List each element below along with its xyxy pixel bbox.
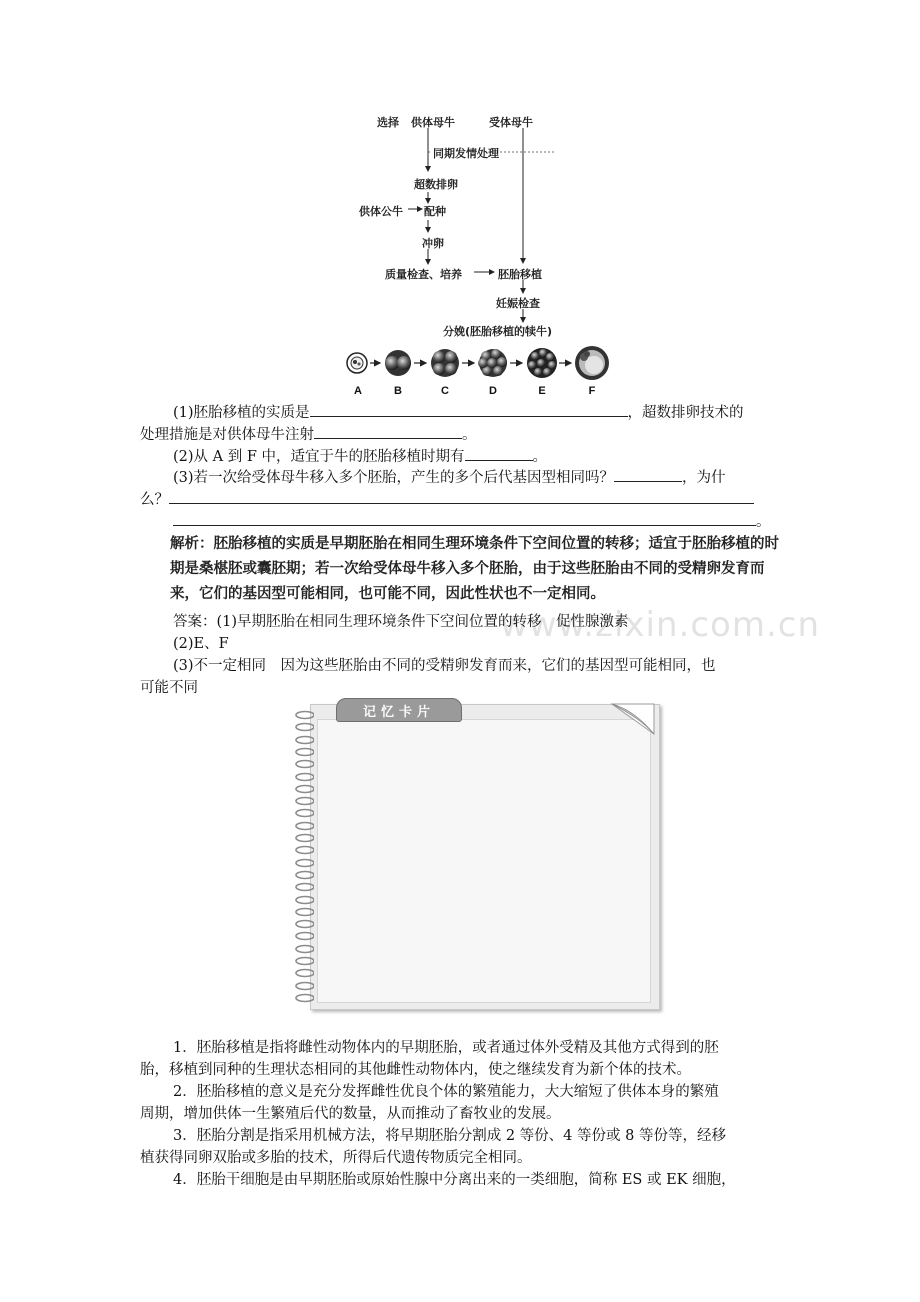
flush-eggs-label: 冲卵 <box>422 237 444 250</box>
q3-text-c: 么？ <box>140 492 169 508</box>
spiral-ring-icon <box>294 882 314 892</box>
point-3-line-1: 3．胚胎分割是指采用机械方法，将早期胚胎分割成 2 等份、4 等份或 8 等份等，经移 <box>173 1128 726 1144</box>
spiral-ring-icon <box>294 845 314 855</box>
spiral-ring-icon <box>294 956 314 966</box>
memory-card-tab <box>336 698 462 722</box>
memory-card <box>292 696 664 1014</box>
spiral-ring-icon <box>294 772 314 782</box>
answer-3-line-1: (3)不一定相同 因为这些胚胎由不同的受精卵发育而来，它们的基因型可能相同，也 <box>173 658 716 674</box>
spiral-ring-icon <box>294 944 314 954</box>
q3-text-b: ，为什 <box>682 470 726 486</box>
donor-bull-label: 供体公牛 <box>359 205 403 218</box>
q1-text-c: 处理措施是对供体母牛注射 <box>140 427 314 443</box>
memory-card-body <box>310 704 660 1010</box>
question-2 <box>173 446 547 468</box>
q2-text-b: 。 <box>532 449 548 465</box>
q1-blank-1 <box>310 402 628 417</box>
memory-card-title: 记忆卡片 <box>362 705 435 720</box>
spiral-ring-icon <box>294 784 314 794</box>
q3-blank-2 <box>169 489 754 504</box>
stage-d-eight-cell <box>478 349 507 377</box>
spiral-ring-icon <box>294 747 314 757</box>
stage-c-four-cell <box>431 349 459 377</box>
stage-label-b: B <box>394 385 402 397</box>
stage-label-e: E <box>538 385 546 397</box>
analysis-paragraph: 解析：胚胎移植的实质是早期胚胎在相同生理环境条件下空间位置的转移；适宜于胚胎移植的时期是桑椹胚或囊胚期；若一次给受体母牛移入多个胚胎，由于这些胚胎由不同的受精卵发育而来，它们的基因型可能相同，也可能不同，因此性状也不一定相同。 <box>170 536 779 602</box>
spiral-ring-icon <box>294 821 314 831</box>
question-1-line-1 <box>173 402 744 424</box>
question-3-line-1 <box>173 467 726 489</box>
stage-a-zygote <box>347 353 367 373</box>
stage-label-c: C <box>441 385 449 397</box>
answer-3-line-2: 可能不同 <box>140 680 198 696</box>
superovulation-label: 超数排卵 <box>414 178 458 191</box>
point-4-line-1: 4．胚胎干细胞是由早期胚胎或原始性腺中分离出来的一类细胞，简称 ES 或 EK 细胞， <box>173 1172 736 1188</box>
stage-b-two-cell <box>385 350 411 376</box>
sync-estrus-label: 同期发情处理 <box>433 147 499 160</box>
flow-arrows <box>340 108 620 348</box>
spiral-ring-icon <box>294 710 314 720</box>
stage-label-d: D <box>489 385 497 397</box>
question-3-line-2 <box>140 489 754 511</box>
q3-blank-1 <box>614 467 682 482</box>
spiral-ring-icon <box>294 858 314 868</box>
q1-text-d: 。 <box>462 427 477 443</box>
spiral-ring-icon <box>294 895 314 905</box>
spiral-ring-icon <box>294 796 314 806</box>
point-1-line-2: 胎，移植到同种的生理状态相同的其他雌性动物体内，使之继续发育为新个体的技术。 <box>140 1062 691 1078</box>
watermark: www.zixin.com.cn <box>500 605 820 645</box>
question-1-line-2 <box>140 424 477 446</box>
spiral-ring-icon <box>294 735 314 745</box>
question-3-line-3 <box>173 511 771 533</box>
recipient-cow-label: 受体母牛 <box>489 116 533 129</box>
spiral-ring-icon <box>294 907 314 917</box>
point-2-line-1: 2．胚胎移植的意义是充分发挥雌性优良个体的繁殖能力，大大缩短了供体本身的繁殖 <box>173 1084 719 1100</box>
spiral-ring-icon <box>294 808 314 818</box>
spiral-ring-icon <box>294 759 314 769</box>
spiral-ring-icon <box>294 993 314 1003</box>
q1-text-b: ，超数排卵技术的 <box>627 405 744 421</box>
spiral-ring-icon <box>294 931 314 941</box>
q1-blank-2 <box>314 424 462 439</box>
q3-text-a: (3)若一次给受体母牛移入多个胚胎，产生的多个后代基因型相同吗？ <box>173 470 615 486</box>
q3-text-d: 。 <box>756 514 771 530</box>
pregnancy-check-label: 妊娠检查 <box>496 297 540 310</box>
page-curl-icon <box>604 696 664 738</box>
q2-text-a: (2)从 A 到 F 中，适宜于牛的胚胎移植时期有 <box>173 449 465 465</box>
q2-blank <box>465 446 533 461</box>
answer-1: 答案：(1)早期胚胎在相同生理环境条件下空间位置的转移 促性腺激素 <box>173 614 629 630</box>
delivery-label: 分娩(胚胎移植的犊牛) <box>443 325 553 338</box>
quality-check-label: 质量检查、培养 <box>385 268 462 281</box>
answer-2: (2)E、F <box>173 636 229 652</box>
spiral-ring-icon <box>294 981 314 991</box>
select-label: 选择 <box>377 116 399 129</box>
point-2-line-2: 周期，增加供体一生繁殖后代的数量，从而推动了畜牧业的发展。 <box>140 1106 561 1122</box>
q3-blank-3 <box>173 511 756 526</box>
spiral-ring-icon <box>294 919 314 929</box>
stage-f-blastocyst <box>575 346 609 380</box>
spiral-ring-icon <box>294 833 314 843</box>
mating-label: 配种 <box>424 205 446 218</box>
stage-label-a: A <box>354 385 362 397</box>
stage-e-morula <box>527 348 557 378</box>
embryo-transfer-label: 胚胎移植 <box>498 268 542 281</box>
point-3-line-2: 植获得同卵双胎或多胎的技术，所得后代遗传物质完全相同。 <box>140 1150 532 1166</box>
embryo-stages-illustration <box>340 345 620 400</box>
spiral-ring-icon <box>294 968 314 978</box>
point-1-line-1: 1．胚胎移植是指将雌性动物体内的早期胚胎，或者通过体外受精及其他方式得到的胚 <box>173 1040 719 1056</box>
stage-label-f: F <box>588 385 596 397</box>
spiral-ring-icon <box>294 722 314 732</box>
memory-card-writing-area <box>317 719 651 1003</box>
donor-cow-label: 供体母牛 <box>411 116 455 129</box>
q1-text-a: (1)胚胎移植的实质是 <box>173 405 310 421</box>
embryo-stage-images <box>340 345 620 385</box>
spiral-ring-icon <box>294 870 314 880</box>
